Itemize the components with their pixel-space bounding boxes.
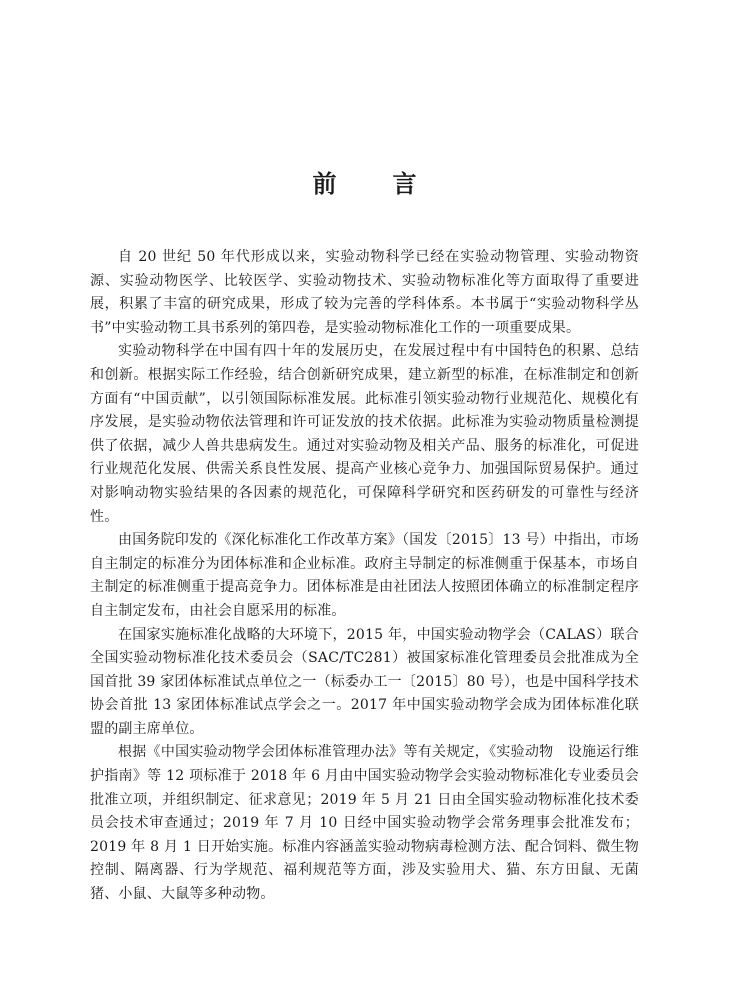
paragraph-3: 由国务院印发的《深化标准化工作改革方案》（国发〔2015〕13 号）中指出，市场自主制定的标准分为团体标准和企业标准。政府主导制定的标准侧重于保基本，市场自主制定的标准侧重于提高竞争力。团体标准是由社团法人按照团体确立的标准制定程序自主制定发布，由社会自愿采用的标准。 xyxy=(90,532,639,619)
paragraph-1: 自 20 世纪 50 年代形成以来，实验动物科学已经在实验动物管理、实验动物资源、实验动物医学、比较医学、实验动物技术、实验动物标准化等方面取得了重要进展，积累了丰富的研究成果，形成了较为完善的学科体系。本书属于“实验动物科学丛书”中实验动物工具书系列的第四卷，是实验动物标准化工作的一项重要成果。 xyxy=(90,249,639,336)
paragraph-2: 实验动物科学在中国有四十年的发展历史，在发展过程中有中国特色的积累、总结和创新。根据实际工作经验，结合创新研究成果，建立新型的标准，在标准制定和创新方面有“中国贡献”，以引领国际标准发展。此标准引领实验动物行业规范化、规模化有序发展，是实验动物依法管理和许可证发放的技术依据。此标准为实验动物质量检测提供了依据，减少人兽共患病发生。通过对实验动物及相关产品、服务的标准化，可促进行业规范化发展、供需关系良性发展、提高产业核心竞争力、加强国际贸易保护。通过对影响动物实验结果的各因素的规范化，可保障科学研究和医药研发的可靠性与经济性。 xyxy=(90,343,639,525)
page-title-char-1: 前 xyxy=(312,170,337,198)
page-title xyxy=(0,164,729,199)
paragraph-5: 根据《中国实验动物学会团体标准管理办法》等有关规定，《实验动物 设施运行维护指南》等 12 项标准于 2018 年 6 月由中国实验动物学会实验动物标准化专业委员会批准立项，并组织制定、征求意见；2019 年 5 月 21 日由全国实验动物标准化技术委员会技术审查通过；2019 年 7 月 10 日经中国实验动物学会常务理事会批准发布；2019 年 8 月 1 日开始实施。标准内容涵盖实验动物病毒检测方法、配合饲料、微生物控制、隔离器、行为学规范、福利规范等方面，涉及实验用犬、猫、东方田鼠、无菌猪、小鼠、大鼠等多种动物。 xyxy=(90,744,639,903)
paragraph-4: 在国家实施标准化战略的大环境下，2015 年，中国实验动物学会（CALAS）联合全国实验动物标准化技术委员会（SAC/TC281）被国家标准化管理委员会批准成为全国首批 39 家团体标准试点单位之一（标委办工一〔2015〕80 号），也是中国科学技术协会首批 13 家团体标准试点学会之一。2017 年中国实验动物学会成为团体标准化联盟的副主席单位。 xyxy=(90,626,639,737)
page-title-char-2: 言 xyxy=(392,170,417,198)
preface-body xyxy=(90,246,639,907)
